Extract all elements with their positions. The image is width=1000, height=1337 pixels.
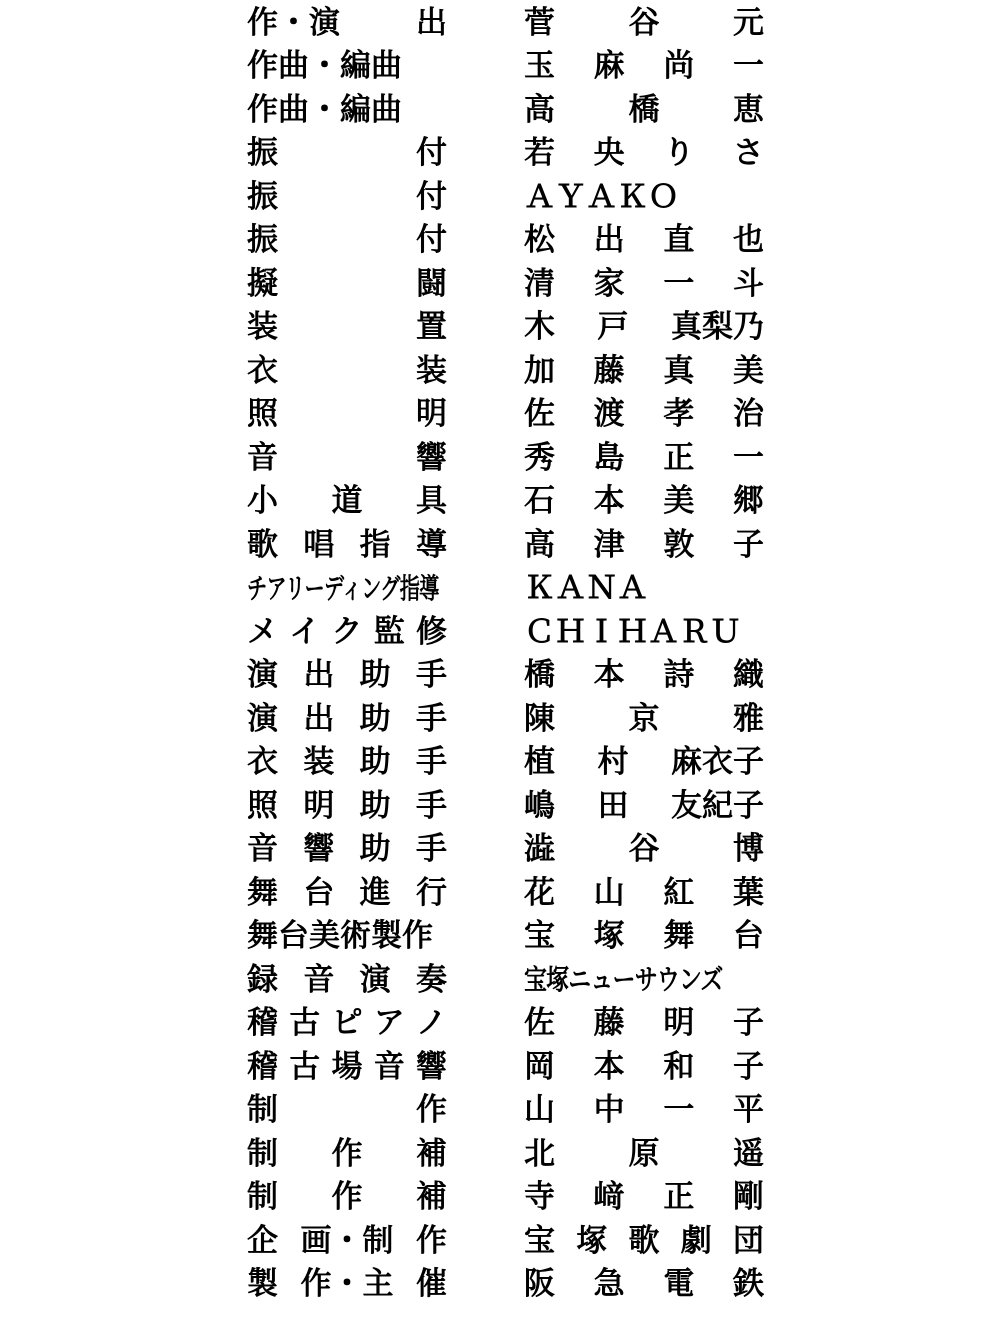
credit-row xyxy=(0,306,1000,350)
text-part: 振 xyxy=(247,178,278,215)
text-part: 山 xyxy=(524,1092,555,1128)
text-part: 尚 xyxy=(663,48,695,84)
role-label xyxy=(247,1132,447,1176)
credit-row xyxy=(0,697,1000,741)
text-part: 村 xyxy=(597,744,629,780)
role-label xyxy=(247,958,447,1002)
staff-name xyxy=(524,1219,764,1263)
text-part: 作 xyxy=(331,1179,363,1215)
text-part: 歌 xyxy=(628,1222,660,1259)
credit-row xyxy=(0,1219,1000,1263)
text-part: 出 xyxy=(303,657,335,693)
text-part: 補 xyxy=(416,1135,447,1172)
text-part: 音 xyxy=(247,439,278,476)
text-part: 高 xyxy=(524,526,555,563)
text-part: 闘 xyxy=(416,265,447,302)
text-part: 﨑 xyxy=(593,1179,625,1215)
text-part: 敦 xyxy=(663,526,695,563)
credit-row xyxy=(0,1263,1000,1307)
name-text: 宝塚ニューサウンズ xyxy=(524,963,723,996)
staff-name xyxy=(524,828,764,872)
text-part: 行 xyxy=(415,874,447,911)
text-part: 手 xyxy=(415,787,447,824)
staff-name xyxy=(524,871,764,915)
staff-name xyxy=(524,915,764,959)
role-label xyxy=(247,1089,447,1133)
role-label xyxy=(247,480,447,524)
role-label xyxy=(247,1219,447,1263)
text-part: 田 xyxy=(597,787,629,824)
role-label xyxy=(247,915,447,959)
text-part: 装 xyxy=(303,744,335,780)
text-part: 製 xyxy=(247,1266,278,1302)
text-part: 付 xyxy=(416,135,447,171)
text-part: 子 xyxy=(732,1005,764,1041)
staff-name xyxy=(524,741,764,785)
role-label xyxy=(247,349,447,393)
text-part: 藤 xyxy=(593,1005,625,1041)
text-part: 手 xyxy=(415,744,447,780)
text-part: 橋 xyxy=(628,91,660,128)
role-label xyxy=(247,1,447,45)
credit-row xyxy=(0,262,1000,306)
text-part: 作 xyxy=(416,1092,447,1128)
text-part: 秀 xyxy=(524,439,555,476)
text-part: 助 xyxy=(359,700,391,737)
text-part: 作曲・編曲 xyxy=(247,48,402,84)
credit-row xyxy=(0,871,1000,915)
text-part: ＫＡＮＡ xyxy=(524,570,648,606)
text-part: 助 xyxy=(359,787,391,824)
text-part: 原 xyxy=(628,1135,660,1172)
text-part: 植 xyxy=(524,744,555,780)
text-part: 出 xyxy=(416,4,447,41)
staff-name xyxy=(524,1263,764,1307)
text-part: ピ xyxy=(331,1005,363,1041)
text-part: 稽 xyxy=(247,1005,278,1041)
text-part: 作 xyxy=(416,1222,447,1259)
text-part: 加 xyxy=(524,352,555,389)
credit-row xyxy=(0,915,1000,959)
staff-name xyxy=(524,1132,764,1176)
text-part: 麻 xyxy=(593,48,625,84)
credit-row xyxy=(0,610,1000,654)
text-part: 佐 xyxy=(524,396,555,432)
text-part: 一 xyxy=(732,439,764,476)
staff-name xyxy=(524,567,764,611)
text-part: 修 xyxy=(416,613,447,650)
staff-name xyxy=(524,436,764,480)
text-part: 補 xyxy=(416,1179,447,1215)
text-part: 具 xyxy=(416,483,447,519)
role-label xyxy=(247,741,447,785)
text-part: 明 xyxy=(416,396,447,432)
text-part: 阪 xyxy=(524,1266,555,1302)
text-part: 装 xyxy=(247,309,278,345)
text-part: 舞 xyxy=(663,918,695,954)
text-part: 制 xyxy=(247,1092,278,1128)
text-part: 響 xyxy=(416,1048,447,1085)
credit-row xyxy=(0,1132,1000,1176)
staff-name xyxy=(524,958,764,1002)
text-part: 紅 xyxy=(663,874,695,911)
text-part: 玉 xyxy=(524,48,555,84)
text-part: 斗 xyxy=(732,265,764,302)
text-part: 演 xyxy=(247,657,278,693)
text-part: 監 xyxy=(373,613,405,650)
credit-row xyxy=(0,132,1000,176)
text-part: 中 xyxy=(593,1092,625,1128)
credit-row xyxy=(0,654,1000,698)
text-part: 正 xyxy=(663,1179,695,1215)
text-part: り xyxy=(663,135,695,171)
text-part: 手 xyxy=(415,657,447,693)
credit-row xyxy=(0,480,1000,524)
text-part: 塚 xyxy=(593,918,625,954)
text-part: 津 xyxy=(593,526,625,563)
text-part: 子 xyxy=(732,1048,764,1085)
role-label xyxy=(247,132,447,176)
text-part: 高 xyxy=(524,91,555,128)
credit-row xyxy=(0,741,1000,785)
text-part: 花 xyxy=(524,874,555,911)
text-part: 場 xyxy=(331,1048,363,1085)
text-part: 作・演 xyxy=(247,4,340,41)
text-part: 葉 xyxy=(732,874,764,911)
text-part: 明 xyxy=(663,1005,695,1041)
text-part: 電 xyxy=(663,1266,695,1302)
credit-row xyxy=(0,1089,1000,1133)
text-part: 作・主 xyxy=(300,1266,394,1302)
text-part: 録 xyxy=(247,961,278,998)
text-part: ＣＨＩＨＡＲＵ xyxy=(524,613,741,650)
text-part: 催 xyxy=(416,1266,447,1302)
staff-name xyxy=(524,523,764,567)
text-part: 本 xyxy=(593,1048,625,1085)
text-part: 正 xyxy=(663,439,695,476)
text-part: 舞台美術製作 xyxy=(247,918,433,954)
text-part: 道 xyxy=(331,483,363,519)
text-part: メ xyxy=(247,613,278,650)
text-part: 付 xyxy=(416,178,447,215)
text-part: 導 xyxy=(415,526,447,563)
text-part: 手 xyxy=(415,831,447,867)
text-part: 手 xyxy=(415,700,447,737)
text-part: 出 xyxy=(303,700,335,737)
text-part: 北 xyxy=(524,1135,555,1172)
text-part: 澁 xyxy=(524,831,555,867)
text-part: 恵 xyxy=(733,91,764,128)
text-part: 明 xyxy=(303,787,335,824)
credit-row xyxy=(0,1,1000,45)
staff-name xyxy=(524,1089,764,1133)
text-part: 音 xyxy=(303,961,335,998)
text-part: 美 xyxy=(732,352,764,389)
text-part: ア xyxy=(373,1005,405,1041)
role-label xyxy=(247,523,447,567)
text-part: ノ xyxy=(416,1005,447,1041)
text-part: 島 xyxy=(593,439,625,476)
credit-row xyxy=(0,784,1000,828)
credit-row xyxy=(0,1045,1000,1089)
role-text: チアリーディング指導 xyxy=(247,571,439,605)
text-part: 一 xyxy=(732,48,764,84)
text-part: 歌 xyxy=(247,526,278,563)
credit-row xyxy=(0,349,1000,393)
text-part: 急 xyxy=(593,1266,625,1302)
staff-name xyxy=(524,175,764,219)
text-part: 衣 xyxy=(247,744,278,780)
credit-row xyxy=(0,175,1000,219)
staff-name xyxy=(524,393,764,437)
text-part: 振 xyxy=(247,135,278,171)
staff-name xyxy=(524,132,764,176)
text-part: 舞 xyxy=(247,874,278,911)
text-part: 一 xyxy=(663,1092,695,1128)
role-label xyxy=(247,1176,447,1220)
staff-name xyxy=(524,1,764,45)
text-part: 戸 xyxy=(597,309,629,345)
staff-name xyxy=(524,697,764,741)
staff-name xyxy=(524,1002,764,1046)
text-part: 雅 xyxy=(733,700,764,737)
text-part: 作 xyxy=(331,1135,363,1172)
text-part: さ xyxy=(732,135,764,171)
text-part: 博 xyxy=(733,831,764,867)
text-part: 作曲・編曲 xyxy=(247,91,402,128)
text-part: 遥 xyxy=(733,1135,764,1172)
text-part: 藤 xyxy=(593,352,625,389)
text-part: 制 xyxy=(247,1179,278,1215)
role-label xyxy=(247,393,447,437)
text-part: 和 xyxy=(663,1048,695,1085)
text-part: 谷 xyxy=(628,831,660,867)
text-part: 演 xyxy=(247,700,278,737)
text-part: 子 xyxy=(732,526,764,563)
text-part: 友紀子 xyxy=(671,787,764,824)
text-part: 真 xyxy=(663,352,695,389)
staff-name xyxy=(524,219,764,263)
role-label xyxy=(247,436,447,480)
text-part: 一 xyxy=(663,265,695,302)
text-part: 本 xyxy=(593,483,625,519)
text-part: 菅 xyxy=(524,4,555,41)
text-part: 稽 xyxy=(247,1048,278,1085)
staff-name xyxy=(524,480,764,524)
staff-name xyxy=(524,262,764,306)
staff-name xyxy=(524,610,764,654)
role-label xyxy=(247,175,447,219)
credit-row xyxy=(0,88,1000,132)
text-part: 若 xyxy=(524,135,555,171)
role-label xyxy=(247,871,447,915)
text-part: 企 xyxy=(247,1222,278,1259)
credit-row xyxy=(0,567,1000,611)
text-part: ＡＹＡＫＯ xyxy=(524,178,679,215)
text-part: 響 xyxy=(416,439,447,476)
text-part: イ xyxy=(289,613,321,650)
role-label xyxy=(247,1002,447,1046)
text-part: 佐 xyxy=(524,1005,555,1041)
text-part: 寺 xyxy=(524,1179,555,1215)
text-part: 詩 xyxy=(663,657,695,693)
text-part: 郷 xyxy=(732,483,764,519)
text-part: 央 xyxy=(593,135,625,171)
role-label xyxy=(247,219,447,263)
text-part: 助 xyxy=(359,744,391,780)
text-part: 助 xyxy=(359,831,391,867)
text-part: 京 xyxy=(628,700,660,737)
text-part: 剛 xyxy=(732,1179,764,1215)
credit-row xyxy=(0,45,1000,89)
text-part: 直 xyxy=(663,222,695,258)
text-part: 織 xyxy=(732,657,764,693)
text-part: 家 xyxy=(593,265,625,302)
staff-name xyxy=(524,45,764,89)
credit-row xyxy=(0,436,1000,480)
role-label xyxy=(247,45,447,89)
text-part: 真梨乃 xyxy=(671,309,764,345)
text-part: 古 xyxy=(289,1005,321,1041)
text-part: 麻衣子 xyxy=(671,744,764,780)
text-part: 指 xyxy=(359,526,391,563)
text-part: 擬 xyxy=(247,265,278,302)
role-label xyxy=(247,262,447,306)
role-label xyxy=(247,1045,447,1089)
text-part: 元 xyxy=(733,4,764,41)
credit-row xyxy=(0,958,1000,1002)
text-part: 音 xyxy=(247,831,278,867)
text-part: 音 xyxy=(373,1048,405,1085)
text-part: 谷 xyxy=(628,4,660,41)
role-label xyxy=(247,654,447,698)
text-part: 也 xyxy=(732,222,764,258)
text-part: 照 xyxy=(247,787,278,824)
text-part: 平 xyxy=(732,1092,764,1128)
text-part: 塚 xyxy=(576,1222,608,1259)
text-part: 衣 xyxy=(247,352,278,389)
text-part: 制 xyxy=(247,1135,278,1172)
text-part: 宝 xyxy=(524,918,555,954)
text-part: 唱 xyxy=(303,526,335,563)
text-part: 台 xyxy=(732,918,764,954)
staff-name xyxy=(524,784,764,828)
role-label xyxy=(247,306,447,350)
staff-name xyxy=(524,1045,764,1089)
text-part: 鉄 xyxy=(732,1266,764,1302)
text-part: 石 xyxy=(524,483,555,519)
role-label xyxy=(247,697,447,741)
text-part: 照 xyxy=(247,396,278,432)
text-part: 助 xyxy=(359,657,391,693)
staff-name xyxy=(524,654,764,698)
text-part: 進 xyxy=(359,874,391,911)
role-label xyxy=(247,828,447,872)
staff-name xyxy=(524,349,764,393)
credit-row xyxy=(0,393,1000,437)
text-part: 橋 xyxy=(524,657,555,693)
text-part: 置 xyxy=(416,309,447,345)
text-part: 山 xyxy=(593,874,625,911)
text-part: 美 xyxy=(663,483,695,519)
role-label xyxy=(247,610,447,654)
role-label xyxy=(247,567,447,611)
text-part: 清 xyxy=(524,265,555,302)
text-part: 出 xyxy=(593,222,625,258)
text-part: 振 xyxy=(247,222,278,258)
text-part: 木 xyxy=(524,309,555,345)
staff-name xyxy=(524,306,764,350)
role-label xyxy=(247,88,447,132)
staff-name xyxy=(524,88,764,132)
credit-row xyxy=(0,1002,1000,1046)
text-part: 孝 xyxy=(663,396,695,432)
text-part: 松 xyxy=(524,222,555,258)
credit-row xyxy=(0,828,1000,872)
credit-row xyxy=(0,1176,1000,1220)
text-part: 本 xyxy=(593,657,625,693)
text-part: 治 xyxy=(732,396,764,432)
text-part: 陳 xyxy=(524,700,555,737)
role-label xyxy=(247,1263,447,1307)
text-part: 演 xyxy=(359,961,391,998)
text-part: 小 xyxy=(247,483,278,519)
staff-name xyxy=(524,1176,764,1220)
text-part: 画・制 xyxy=(300,1222,394,1259)
role-label xyxy=(247,784,447,828)
text-part: 付 xyxy=(416,222,447,258)
text-part: 団 xyxy=(733,1222,764,1259)
text-part: 台 xyxy=(303,874,335,911)
text-part: ク xyxy=(331,613,363,650)
text-part: 宝 xyxy=(524,1222,555,1259)
text-part: 古 xyxy=(289,1048,321,1085)
text-part: 嶋 xyxy=(524,787,555,824)
text-part: 奏 xyxy=(415,961,447,998)
credit-row xyxy=(0,219,1000,263)
text-part: 渡 xyxy=(593,396,625,432)
credit-row xyxy=(0,523,1000,567)
text-part: 響 xyxy=(303,831,335,867)
text-part: 装 xyxy=(416,352,447,389)
text-part: 劇 xyxy=(680,1222,712,1259)
text-part: 岡 xyxy=(524,1048,555,1085)
